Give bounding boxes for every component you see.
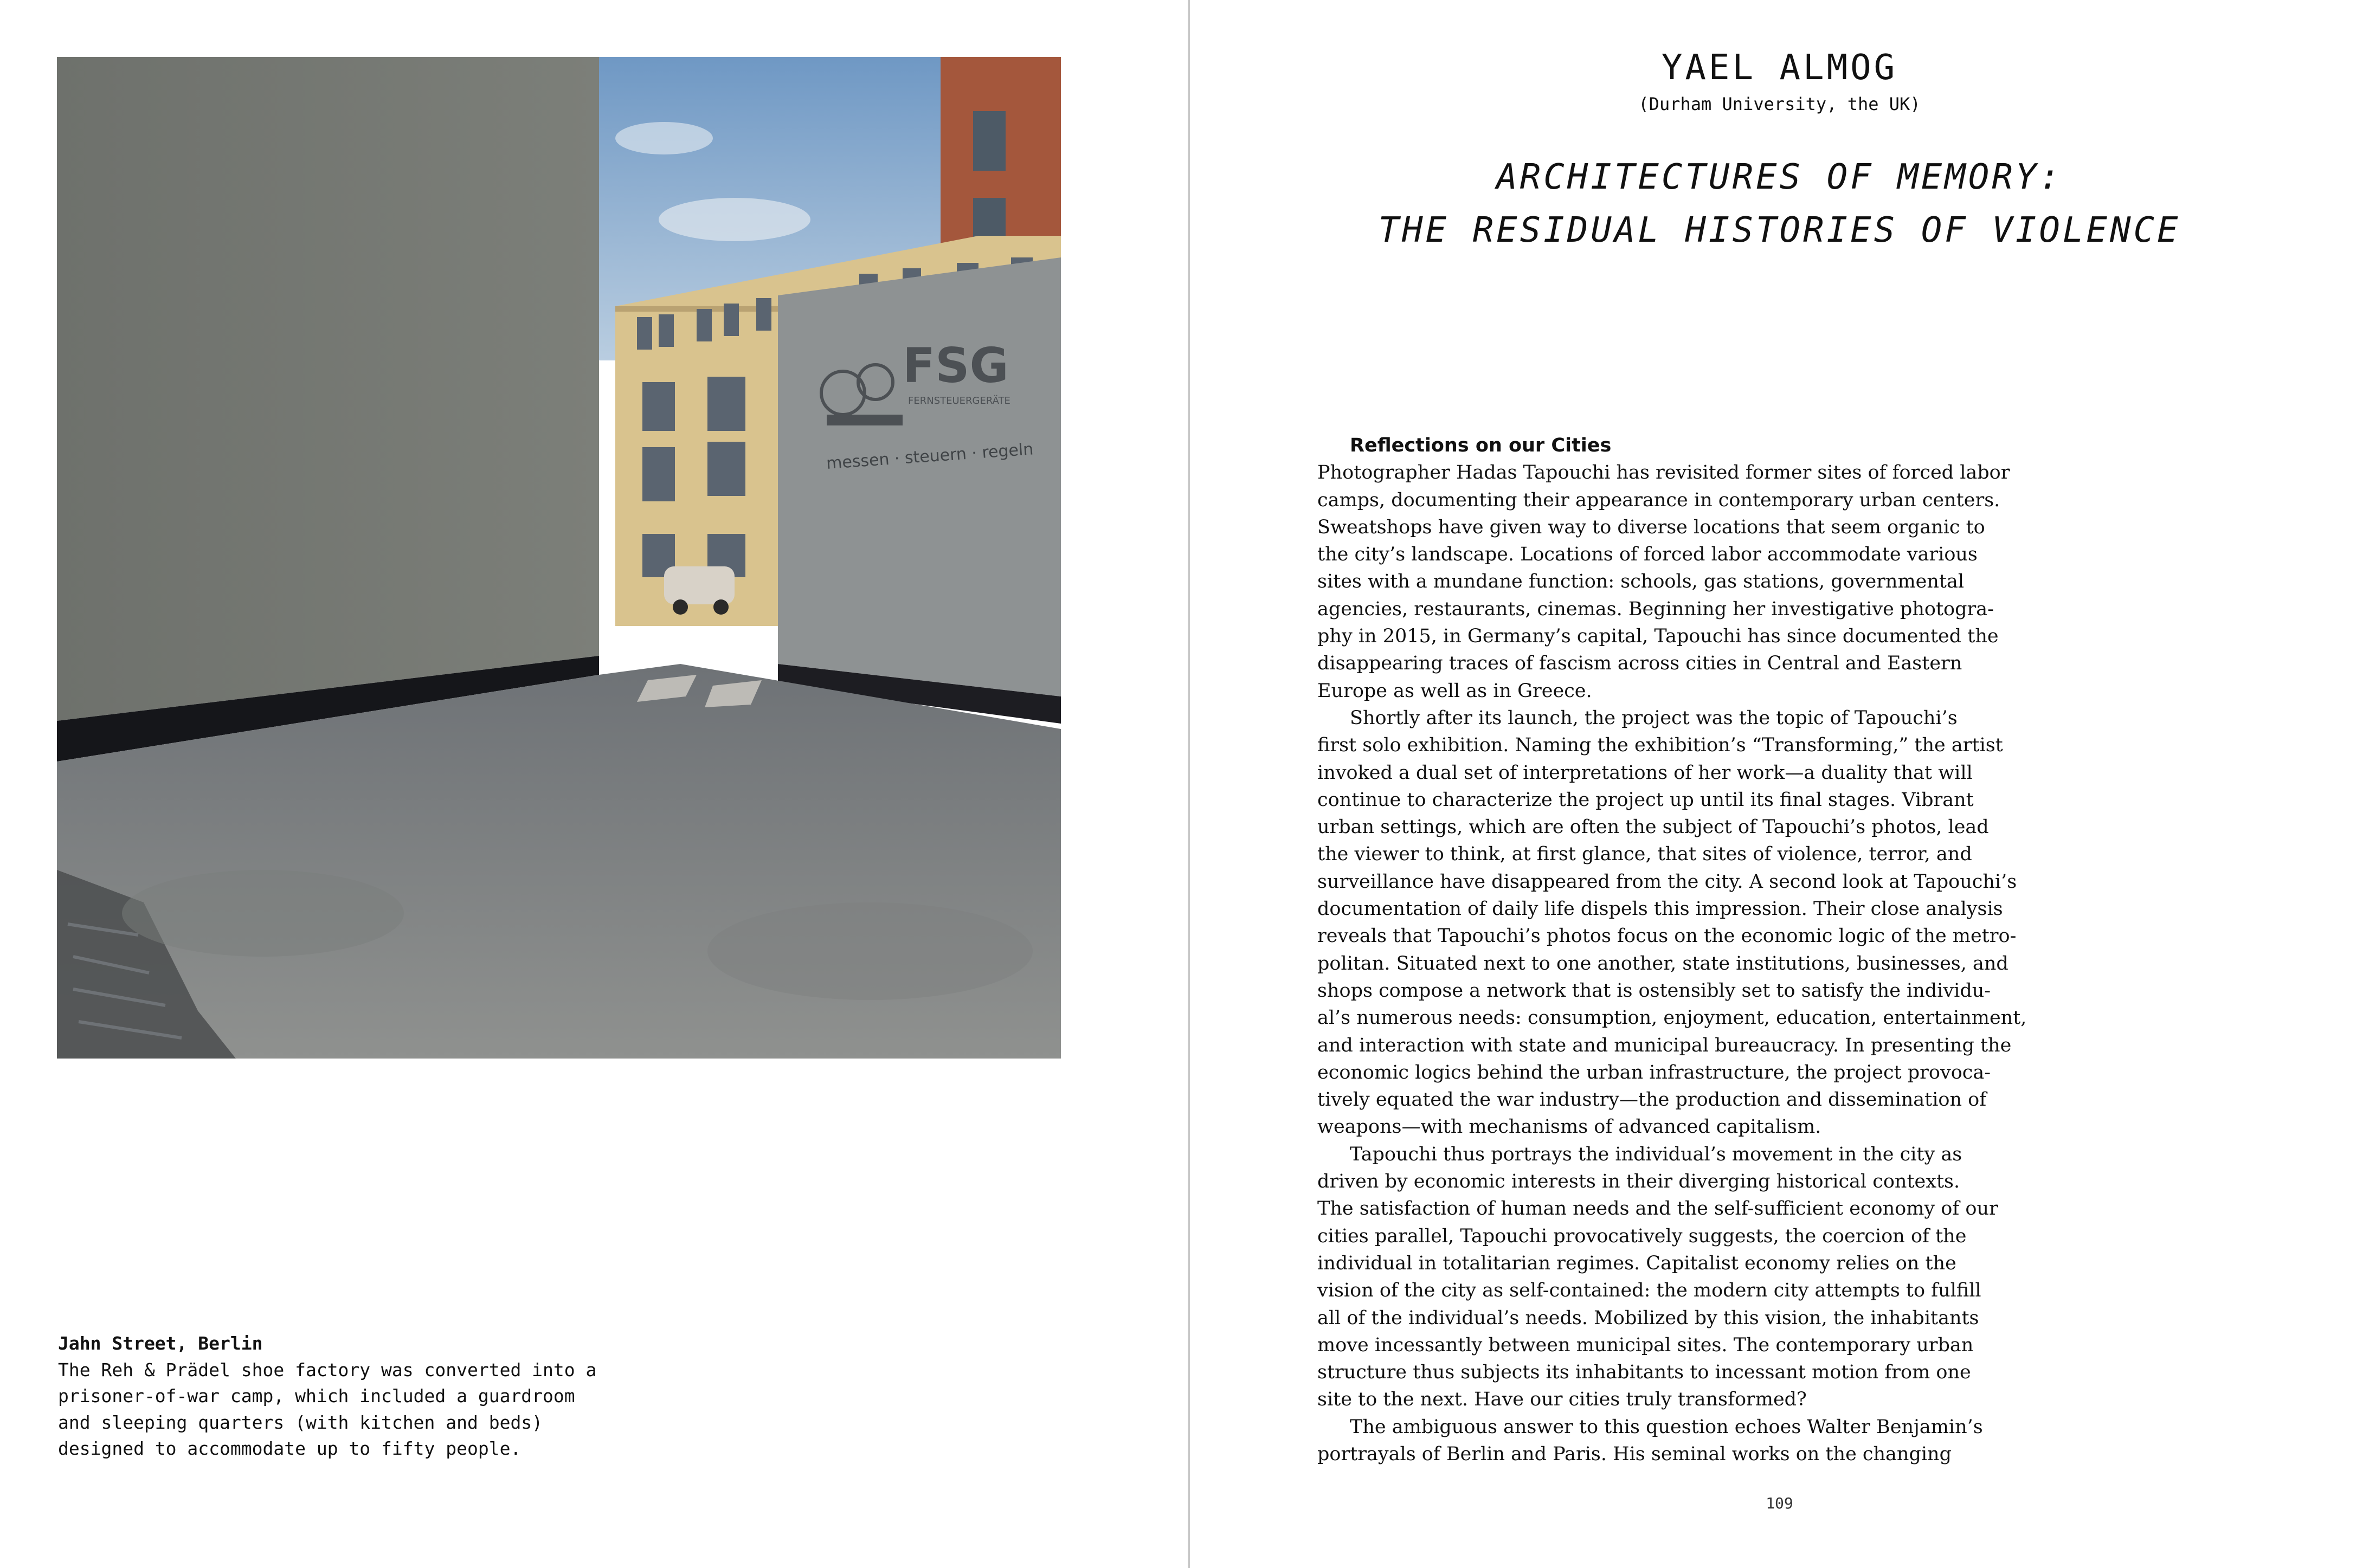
article-body [1317,432,2087,1468]
title-line-2: THE RESIDUAL HISTORIES OF VIOLENCE [1378,210,2181,250]
sign-tagline-text: messen · steuern · regeln [826,440,1034,473]
caption-text: The Reh & Prädel shoe factory was converted into a prisoner-of-war camp, which included a guardroom and sleeping quarters (with kitchen and beds) designed to accommodate up to fifty people. [58,1359,597,1459]
title-line-1: ARCHITECTURES OF MEMORY: [1496,157,2063,197]
article-title [1190,151,2369,257]
photograph-icon [57,57,1061,1059]
author-name: YAEL ALMOG [1661,48,1898,88]
sign-subtitle-text: FERNSTEUERGERÄTE [908,395,1010,406]
paragraph: Photographer Hadas Tapouchi has revisited former sites of forced labor camps, documenting their appearance in contemporary urban centers. Sweatshops have given way to diverse locations that seem organic to the city’s landscape. Locations of forced labor accommodate various sites with a mundane function: schools, gas stations, governmental agencies, restaurants, cinemas. Beginning her investigative photogra- phy in 2015, in Germany’s capital, Tapouchi has since documented the disappearing traces of fascism across cities in Central and Eastern Europe as well as in Greece. [1317,462,2010,702]
section-heading: Reflections on our Cities [1350,435,1612,456]
paragraph: Shortly after its launch, the project was the topic of Tapouchi’s first solo exhibition. Naming the exhibition’s “Transforming,” the artist invoked a dual set of interpretations of her work—a duality that will continue to characterize the project up until its final stages. Vibrant urban settings, which are often the subject of Tapouchi’s photos, lead the viewer to think, at first glance, that sites of violence, terror, and surveillance have disappeared from the city. A second look at Tapouchi’s documentation of daily life dispels this impression. Their close analysis reveals that Tapouchi’s photos focus on the economic logic of the metro- politan. Situated next to one another, state institutions, businesses, and shops compose a network that is ostensibly set to satisfy the individu- al’s numerous needs: consumption, enjoyment, education, entertainment, and interaction with state and municipal bureaucracy. In presenting the economic logics behind the urban infrastructure, the project provoca- tively equated the war industry—the production and dissemination of weapons—with mechanisms of advanced capitalism. [1317,707,2027,1138]
author-affiliation: (Durham University, the UK) [1638,94,1921,114]
caption-title: Jahn Street, Berlin [58,1333,263,1354]
sign-logo-text: FSG [903,338,1009,393]
page-number: 109 [1766,1494,1793,1512]
photo-caption [58,1331,600,1462]
street-photograph [57,57,1061,1059]
paragraph: Tapouchi thus portrays the individual’s movement in the city as driven by economic interests in their diverging historical contexts. The satisfaction of human needs and the self-sufficient economy of our cities parallel, Tapouchi provocatively suggests, the coercion of the individual in totalitarian regimes. Capitalist economy relies on the vision of the city as self-contained: the modern city attempts to fulfill all of the individual’s needs. Mobilized by this vision, the inhabitants move incessantly between municipal sites. The contemporary urban structure thus subjects its inhabitants to incessant motion from one site to the next. Have our cities truly transformed? [1317,1143,1998,1411]
paragraph: The ambiguous answer to this question echoes Walter Benjamin’s portrayals of Berlin and Paris. His seminal works on the changing [1317,1416,1983,1465]
